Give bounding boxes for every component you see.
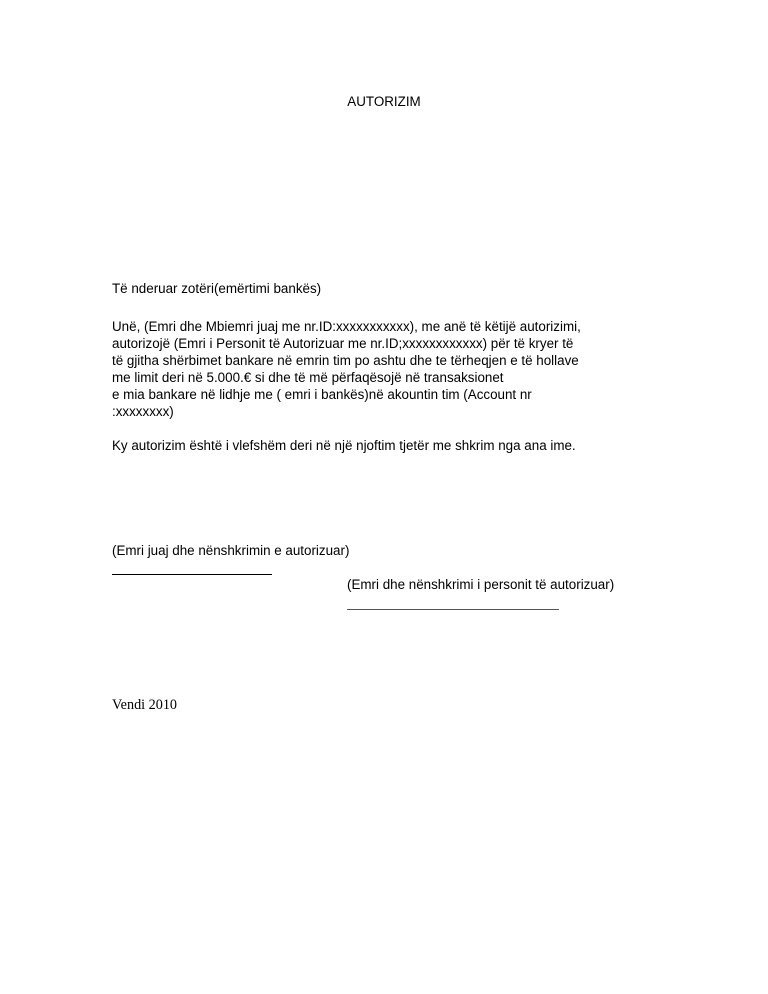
- body-line: me limit deri në 5.000.€ si dhe të më përfaqësojë në transaksionet: [112, 370, 504, 385]
- place-date: Vendi 2010: [112, 697, 178, 713]
- grantee-signature-label: (Emri dhe nënshkrimi i personit të autorizuar): [347, 577, 615, 592]
- body-line: të gjitha shërbimet bankare në emrin tim po ashtu dhe te tërheqjen e të hollave: [112, 353, 579, 368]
- document-title: [0, 94, 768, 109]
- body-line: :xxxxxxxx): [112, 404, 174, 419]
- body-paragraph: [112, 318, 581, 420]
- body-line: Unë, (Emri dhe Mbiemri juaj me nr.ID:xxxxxxxxxxx), me anë të këtijë autorizimi,: [112, 319, 581, 334]
- grantor-signature-label: (Emri juaj dhe nënshkrimin e autorizuar): [112, 543, 350, 558]
- title-text: AUTORIZIM: [347, 94, 421, 109]
- body-line: e mia bankare në lidhje me ( emri i bankës)në akountin tim (Account nr: [112, 387, 532, 402]
- grantor-signature-line: [112, 564, 272, 575]
- body-line: autorizojë (Emri i Personit të Autorizuar me nr.ID;xxxxxxxxxxxx) për të kryer të: [112, 336, 574, 351]
- greeting: Të nderuar zotëri(emërtimi bankës): [112, 281, 322, 296]
- validity-statement: Ky autorizim është i vlefshëm deri në një njoftim tjetër me shkrim nga ana ime.: [112, 438, 576, 453]
- grantee-signature-line: [347, 601, 559, 610]
